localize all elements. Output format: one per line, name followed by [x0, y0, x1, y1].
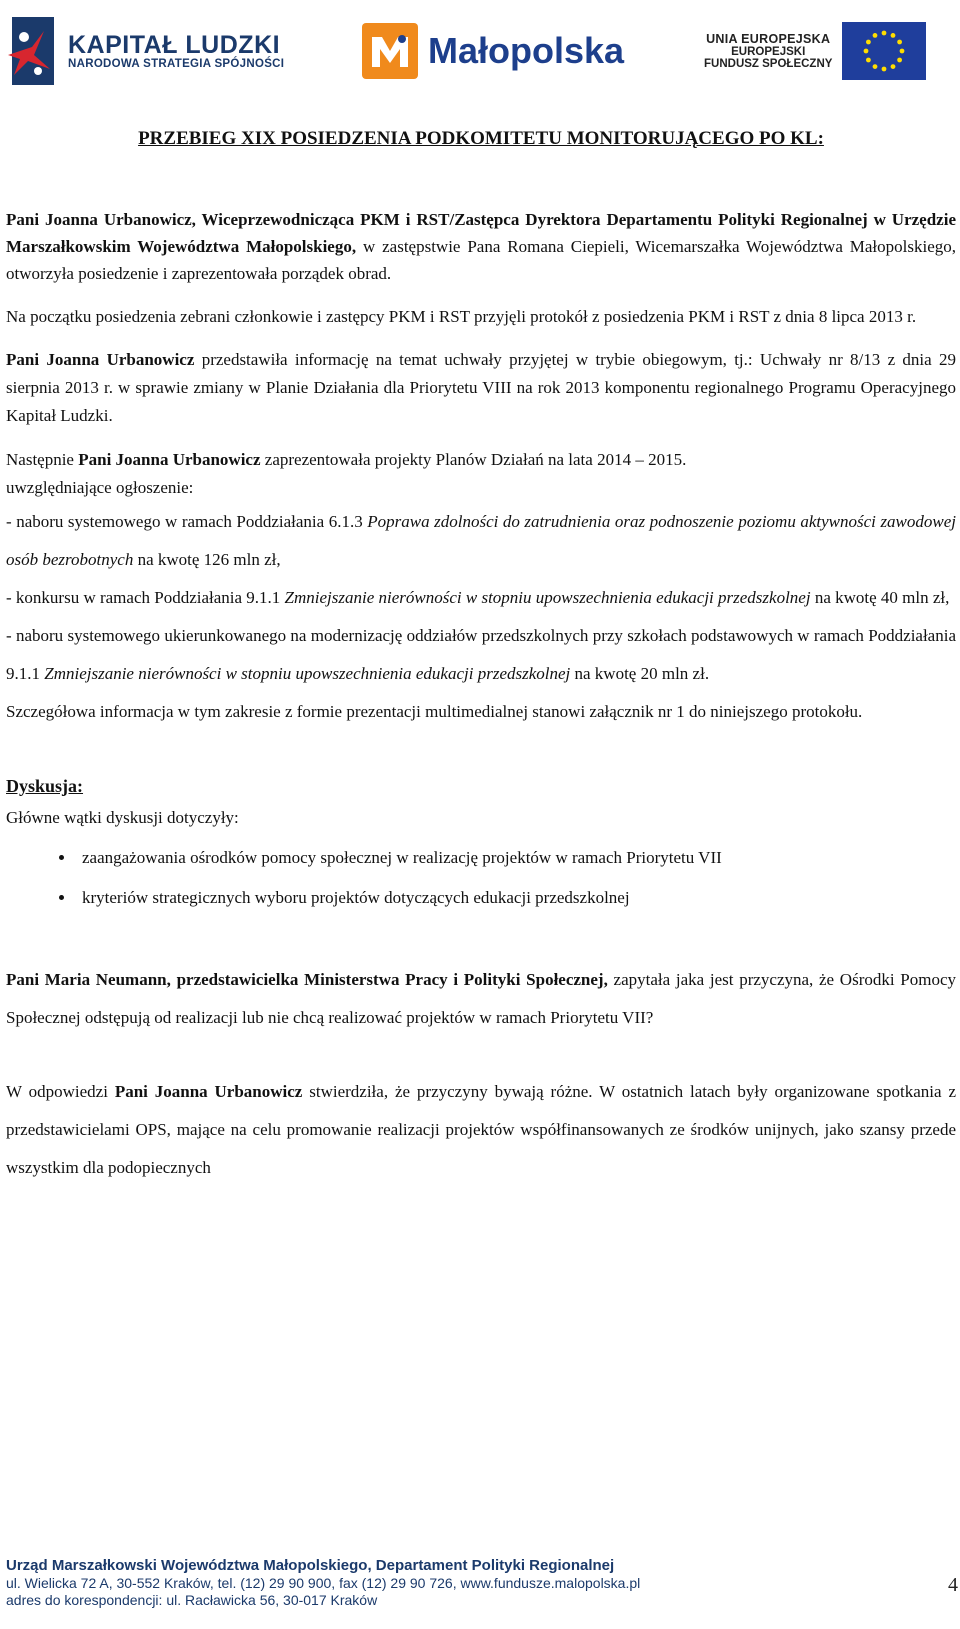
- eu-logo: [704, 6, 954, 96]
- discussion-intro: Główne wątki dyskusji dotyczyły:: [6, 808, 239, 827]
- eu-star-icon: [898, 40, 903, 45]
- bullet-item: • kryteriów strategicznych wyboru projektów dotyczących edukacji przedszkolnej: [76, 885, 956, 911]
- answer-speaker: Pani Joanna Urbanowicz: [114, 1082, 303, 1101]
- eu-flag-icon: [842, 22, 926, 80]
- page-header: [0, 0, 960, 100]
- list-item-2: [6, 579, 956, 617]
- footer-address: ul. Wielicka 72 A, 30-552 Kraków, tel. (12) 29 90 900, fax (12) 29 90 726, www.fundusze.malopolska.pl: [6, 1575, 641, 1591]
- footer-correspondence: adres do korespondencji: ul. Racławicka 56, 30-017 Kraków: [6, 1592, 378, 1608]
- eu-star-icon: [882, 67, 887, 72]
- eu-star-icon: [900, 49, 905, 54]
- item2-prefix: - konkursu w ramach Poddziałania 9.1.1: [6, 588, 285, 607]
- item2-italic: Zmniejszanie nierówności w stopniu upowszechnienia edukacji przedszkolnej: [284, 588, 811, 607]
- kapital-ludzki-title: KAPITAŁ LUDZKI: [68, 31, 281, 59]
- page-number: 4: [948, 1574, 958, 1596]
- eu-star-icon: [891, 33, 896, 38]
- resolution-text: przedstawiła informację na temat uchwały przyjętej w trybie obiegowym, tj.: Uchwały nr 8/13 z dnia 29 sierpnia 2013 r. w sprawie zmiany w Planie Działania dla Priorytetu VIII na rok 2013 komponentu regionalnego Programu Operacyjnego Kapitał Ludzki.: [6, 350, 956, 425]
- answer-text: stwierdziła, że przyczyny bywają różne. W ostatnich latach były organizowane spotkania z przedstawicielami OPS, mające na celu promowanie realizacji projektów współfinansowanych ze środków unijnych, jako szansy przede wszystkim dla podopiecznych: [6, 1082, 956, 1177]
- eu-line1: UNIA EUROPEJSKA: [706, 32, 831, 46]
- item1-suffix: na kwotę 126 mln zł,: [133, 550, 281, 569]
- document-body: [6, 120, 956, 1187]
- list-item-1: [6, 503, 956, 579]
- item3-italic: Zmniejszanie nierówności w stopniu upowszechnienia edukacji przedszkolnej: [44, 664, 571, 683]
- eu-line2: EUROPEJSKI: [731, 46, 806, 58]
- eu-star-icon: [898, 58, 903, 63]
- paragraph-question: [6, 961, 956, 1037]
- kapital-ludzki-emblem-icon: [4, 11, 60, 91]
- eu-star-icon: [866, 58, 871, 63]
- eu-star-icon: [891, 64, 896, 69]
- list-item-3: [6, 617, 956, 693]
- eu-star-icon: [864, 49, 869, 54]
- item2-suffix: na kwotę 40 mln zł,: [810, 588, 950, 607]
- opening-text: w zastępstwie Pana Romana Ciepieli, Wicemarszałka Województwa Małopolskiego, otworzyła posiedzenie i zaprezentowała porządek obrad.: [6, 237, 956, 283]
- plans-text: zaprezentowała projekty Planów Działań na lata 2014 – 2015.: [260, 450, 687, 469]
- paragraph-protocol: Na początku posiedzenia zebrani członkowie i zastępcy PKM i RST przyjęli protokół z posiedzenia PKM i RST z dnia 8 lipca 2013 r.: [6, 307, 917, 326]
- question-speaker: Pani Maria Neumann, przedstawicielka Ministerstwa Pracy i Polityki Społecznej,: [6, 970, 608, 989]
- malopolska-logo: [362, 6, 662, 96]
- paragraph-attachment: Szczegółowa informacja w tym zakresie z formie prezentacji multimedialnej stanowi załącznik nr 1 do niniejszego protokołu.: [6, 702, 863, 721]
- eu-star-icon: [866, 40, 871, 45]
- item3-suffix: na kwotę 20 mln zł.: [570, 664, 710, 683]
- malopolska-emblem-icon: [362, 23, 418, 79]
- paragraph-opening: [6, 206, 956, 287]
- bullet-item: • zaangażowania ośrodków pomocy społecznej w realizację projektów w ramach Priorytetu VII: [76, 845, 956, 871]
- discussion-bullets: [6, 845, 956, 911]
- opening-speaker: Pani Joanna Urbanowicz, Wiceprzewodnicząca PKM i RST/Zastępca Dyrektora Departamentu Polityki Regionalnej w Urzędzie Marszałkowskim Województwa Małopolskiego,: [6, 210, 956, 256]
- eu-star-icon: [882, 31, 887, 36]
- page-footer: [6, 1557, 956, 1609]
- answer-prefix: W odpowiedzi: [6, 1082, 115, 1101]
- discussion-heading: Dyskusja:: [6, 776, 84, 796]
- paragraph-plans: [6, 446, 956, 502]
- paragraph-answer: [6, 1073, 956, 1187]
- plans-prefix: Następnie: [6, 450, 79, 469]
- item1-prefix: - naboru systemowego w ramach Poddziałania 6.1.3: [6, 512, 368, 531]
- eu-line3: FUNDUSZ SPOŁECZNY: [704, 58, 833, 70]
- question-text: zapytała jaka jest przyczyna, że Ośrodki Pomocy Społecznej odstępują od realizacji lub nie chcą realizować projektów w ramach Priorytetu VII?: [6, 970, 957, 1027]
- eu-star-icon: [873, 33, 878, 38]
- item3-prefix: - naboru systemowego ukierunkowanego na modernizację oddziałów przedszkolnych przy szkołach podstawowych w ramach Poddziałania 9.1.1: [6, 626, 956, 683]
- malopolska-title: Małopolska: [428, 30, 625, 71]
- eu-star-icon: [873, 64, 878, 69]
- footer-office: Urząd Marszałkowski Województwa Małopolskiego, Departament Polityki Regionalnej: [6, 1557, 615, 1574]
- document-title: PRZEBIEG XIX POSIEDZENIA PODKOMITETU MONITORUJĄCEGO PO KL:: [138, 128, 824, 149]
- kapital-ludzki-logo: [4, 6, 304, 96]
- plans-speaker: Pani Joanna Urbanowicz: [78, 450, 261, 469]
- plans-line2: uwzględniające ogłoszenie:: [6, 478, 194, 497]
- item1-italic: Poprawa zdolności do zatrudnienia oraz podnoszenie poziomu aktywności zawodowej osób bezrobotnych: [6, 512, 956, 569]
- resolution-speaker: Pani Joanna Urbanowicz: [6, 350, 195, 369]
- kapital-ludzki-subtitle: NARODOWA STRATEGIA SPÓJNOŚCI: [68, 58, 285, 70]
- paragraph-resolution: [6, 346, 956, 430]
